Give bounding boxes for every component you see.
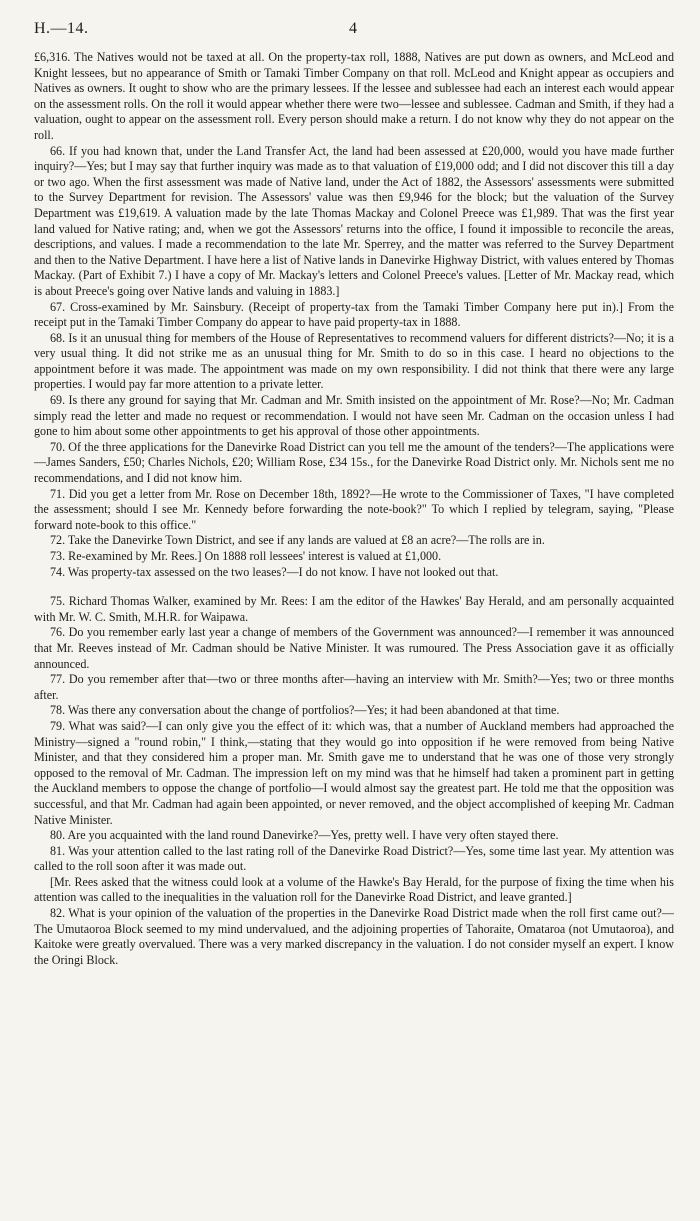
paragraph: 79. What was said?—I can only give you the effect of it: which was, that a number of Auckland members had approached the Ministry—signed a "round robin," I think,—stating that they would go into opposition if he were removed from being Native Minister, and that they considered him a proper man. Mr. Smith gave me to understand that he was one of those very strongly opposed to the removal of Mr. Cadman. The impression left on my mind was that he himself had taken a prominent part in getting the Auckland members to oppose the change of portfolio—I would almost say the greatest part. He told me that the opposition was successful, and that Mr. Cadman had again been appointed, or never removed, and the object accomplished of keeping Mr. Cadman Native Minister. [34, 718, 674, 827]
paragraph: [Mr. Rees asked that the witness could look at a volume of the Hawke's Bay Herald, for the purpose of fixing the time when his attention was called to the inequalities in the valuation roll for the Danevirke Road District, and leave granted.] [34, 874, 674, 905]
paragraph: 66. If you had known that, under the Land Transfer Act, the land had been assessed at £20,000, would you have made further inquiry?—Yes; but I may say that further inquiry was made as to that valuation of £19,000 odd; and I did not discover this till a day or two ago. When the first assessment was made of Native land, under the Act of 1882, the Assessors' assessments were submitted to the Survey Department for revision. The Assessors' value was then £9,946 for the block; but the valuation of the Survey Department was £19,619. A valuation made by the late Thomas Mackay and Colonel Preece was £1,989. That was the first year land valued for Native rating; and, when we got the Assessors' returns into the office, I found it impossible to reconcile the areas, descriptions, and values. I made a recommendation to the late Mr. Sperrey, and the matter was referred to the Survey Department and then to the Native Department. I have here a list of Native lands in Danevirke Highway District, with values entered by Thomas Mackay. (Part of Exhibit 7.) I have a copy of Mr. Mackay's letters and Colonel Preece's values. [Letter of Mr. Mackay read, which is about Preece's going over Native lands and valuing in 1883.] [34, 143, 674, 298]
paragraph: £6,316. The Natives would not be taxed at all. On the property-tax roll, 1888, Natives are put down as owners, and McLeod and Knight lessees, but no appearance of Smith or Tamaki Timber Company on that roll. McLeod and Knight appear as occupiers and Natives as owners. It ought to show who are the primary lessees. If the lessee and sublessee had each an interest each would appear on the assessment rolls. On the roll it would appear whether there were two—lessee and sublessee. Cadman and Smith, if they had a valuation, ought to appear on the assessment roll. Every person should make a return. I do not know why they do not appear on the roll. [34, 50, 674, 142]
paragraph: 68. Is it an unusual thing for members of the House of Representatives to recommend valuers for different districts?—No; it is a very usual thing. It did not strike me as an unusual thing for Mr. Smith to do so in this case. I heard no objections to the appointment before it was made. The appointment was made on my own responsibility. I did not think that there were any large properties. I would pay far more attention to a private letter. [34, 330, 674, 392]
paragraph: 77. Do you remember after that—two or three months after—having an interview with Mr. Smith?—Yes; two or three months after. [34, 672, 674, 702]
paragraph: 75. Richard Thomas Walker, examined by Mr. Rees: I am the editor of the Hawkes' Bay Herald, and am personally acquainted with Mr. W. C. Smith, M.H.R. for Waipawa. [34, 594, 674, 624]
paragraph: 70. Of the three applications for the Danevirke Road District can you tell me the amount of the tenders?—The applications were—James Sanders, £50; Charles Nichols, £20; William Rose, £34 15s., for the Danevirke Road District only. Mr. Nichols sent me no recommendations, and I did not know him. [34, 439, 674, 486]
paragraph: 69. Is there any ground for saying that Mr. Cadman and Mr. Smith insisted on the appointment of Mr. Rose?—No; Mr. Cadman simply read the letter and made no request or recommendation. I would not have seen Mr. Cadman on the occasion unless I had gone to him about some other appointments to get his approval of those other appointments. [34, 393, 674, 439]
paragraph: 80. Are you acquainted with the land round Danevirke?—Yes, pretty well. I have very often stayed there. [50, 828, 559, 843]
paragraph: 72. Take the Danevirke Town District, and see if any lands are valued at £8 an acre?—The rolls are in. [50, 533, 545, 548]
paragraph: 73. Re-examined by Mr. Rees.] On 1888 roll lessees' interest is valued at £1,000. [50, 549, 442, 563]
page-header [34, 20, 674, 46]
paragraph: 71. Did you get a letter from Mr. Rose on December 18th, 1892?—He wrote to the Commissioner of Taxes, "I have completed the assessment; should I see Mr. Kennedy before forwarding the note-book?" To which I replied by telegram, saying, "Please forward note-book to this office." [34, 486, 674, 532]
paragraph: 76. Do you remember early last year a change of members of the Government was announced?—I remember it was announced that Mr. Reeves instead of Mr. Cadman should be Native Minister. It was rumoured. The Press Association gave it as officially announced. [34, 625, 674, 671]
paragraph: 67. Cross-examined by Mr. Sainsbury. (Receipt of property-tax from the Tamaki Timber Company here put in).] From the receipt put in the Tamaki Timber Company do appear to have paid property-tax in 1888. [34, 299, 674, 330]
document-code: H.—14. [34, 20, 89, 37]
page-number: 4 [349, 20, 357, 37]
document-body [34, 50, 674, 968]
paragraph: 74. Was property-tax assessed on the two leases?—I do not know. I have not looked out that. [50, 564, 499, 579]
paragraph: 78. Was there any conversation about the change of portfolios?—Yes; it had been abandoned at that time. [50, 703, 560, 718]
paragraph: 82. What is your opinion of the valuation of the properties in the Danevirke Road District made when the roll first came out?—The Umutaoroa Block seemed to my mind undervalued, and the adjoining properties of Tahoraite, Omataroa (not Umutaoroa), and Kaitoke were greatly overvalued. There was a very marked discrepancy in the valuation. I do not consider myself an expert. I know the Oringi Block. [34, 906, 674, 967]
paragraph: 81. Was your attention called to the last rating roll of the Danevirke Road District?—Yes, some time last year. My attention was called to the roll soon after it was made out. [34, 843, 674, 874]
